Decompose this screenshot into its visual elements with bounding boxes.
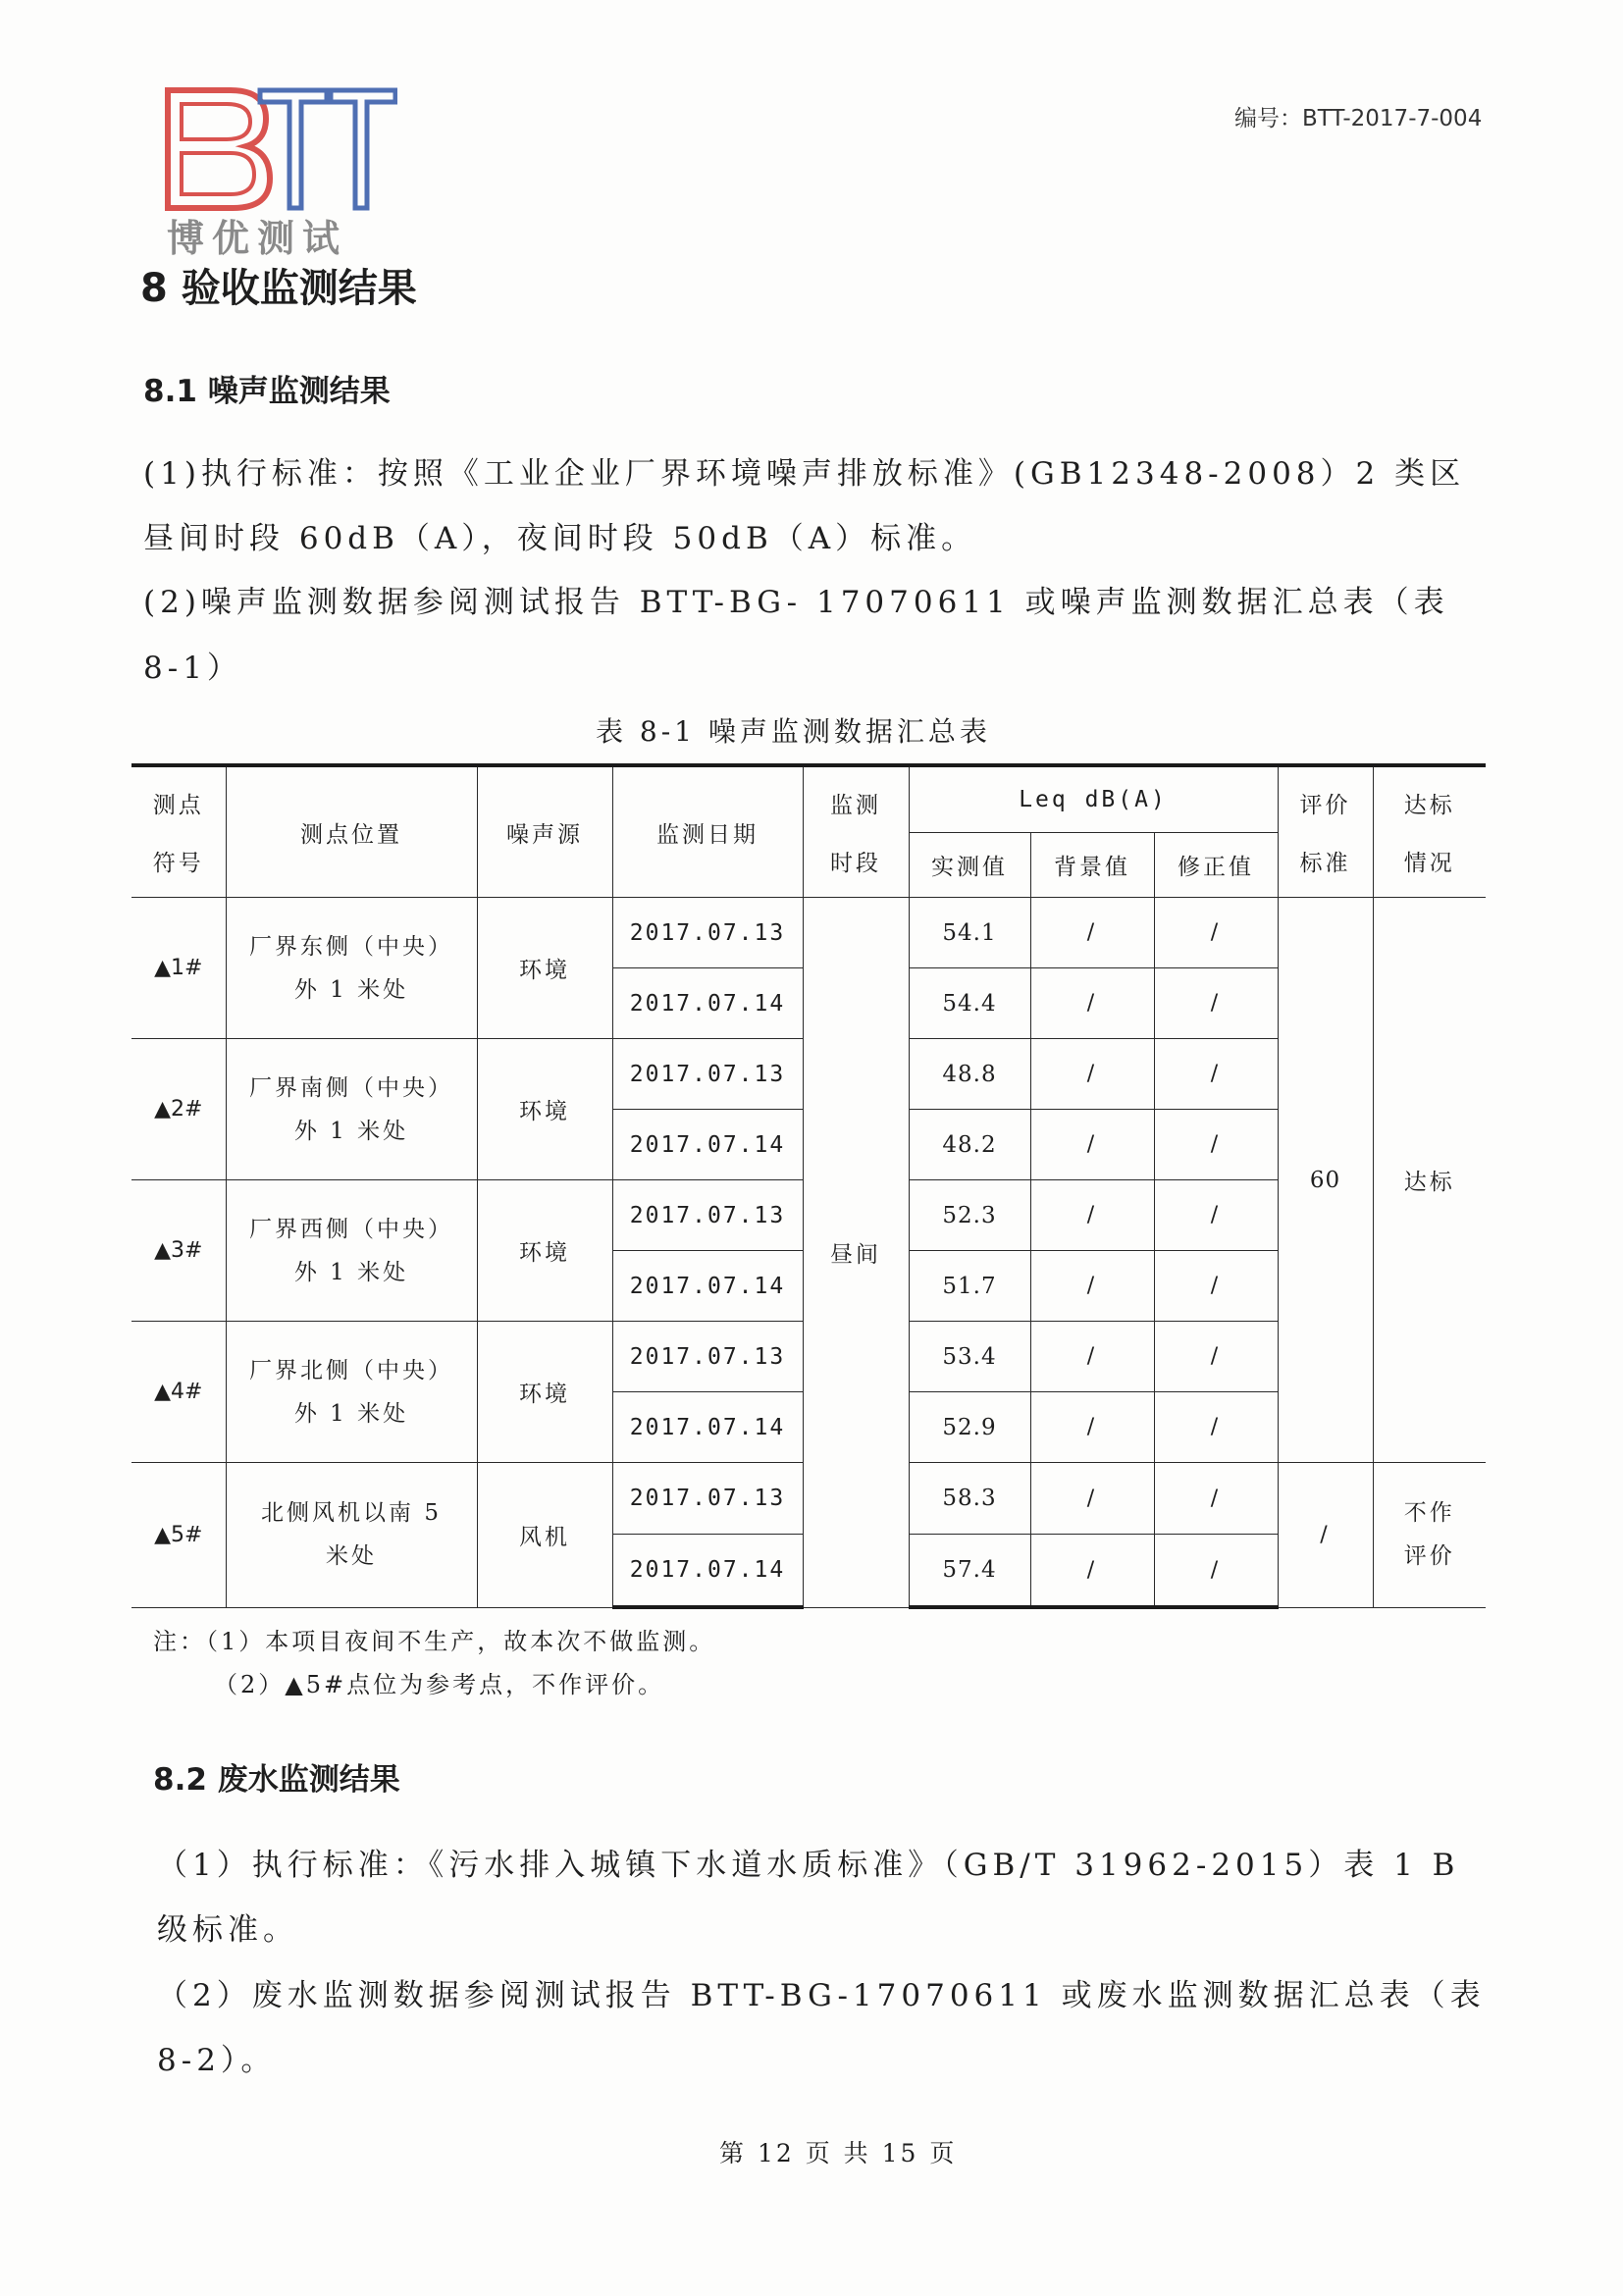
background-value: /: [1030, 968, 1154, 1039]
wastewater-standard-line2: 级标准。: [157, 1912, 298, 1948]
corrected-value: /: [1154, 898, 1278, 968]
wastewater-report-line2: 8-2）。: [157, 2043, 277, 2078]
monitor-date: 2017.07.14: [612, 1251, 803, 1322]
measured-value: 54.4: [909, 968, 1030, 1039]
point-symbol: ▲3#: [131, 1180, 226, 1322]
monitor-date: 2017.07.14: [612, 1392, 803, 1463]
point-location: 厂界北侧（中央） 外 1 米处: [226, 1322, 477, 1463]
measured-value: 52.3: [909, 1180, 1030, 1251]
section-title: 8 验收监测结果: [140, 266, 417, 311]
logo-subtitle: 博优测试: [167, 216, 348, 260]
monitor-date: 2017.07.14: [612, 968, 803, 1039]
table-note-2: （2）▲5#点位为参考点，不作评价。: [214, 1671, 665, 1698]
table-caption: 表 8-1 噪声监测数据汇总表: [596, 715, 991, 748]
noise-standard-line2: 昼间时段 60dB（A），夜间时段 50dB（A）标准。: [143, 521, 977, 556]
standard-value: 60: [1278, 898, 1373, 1463]
background-value: /: [1030, 1392, 1154, 1463]
btt-logo-icon: [162, 86, 397, 214]
measured-value: 48.2: [909, 1110, 1030, 1180]
noise-data-table: [131, 763, 1486, 1609]
measured-value: 54.1: [909, 898, 1030, 968]
wastewater-report-line1: （2）废水监测数据参阅测试报告 BTT-BG-17070611 或废水监测数据汇总表（表: [157, 1978, 1486, 2013]
standard-value-reference: /: [1278, 1463, 1373, 1608]
point-symbol: ▲4#: [131, 1322, 226, 1463]
monitor-date: 2017.07.13: [612, 1039, 803, 1110]
header-monitor-date: 监测日期: [612, 765, 803, 898]
corrected-value: /: [1154, 1251, 1278, 1322]
corrected-value: /: [1154, 1180, 1278, 1251]
measured-value: 53.4: [909, 1322, 1030, 1392]
background-value: /: [1030, 1251, 1154, 1322]
noise-report-line1: (2)噪声监测数据参阅测试报告 BTT-BG- 17070611 或噪声监测数据汇总表（表: [143, 585, 1449, 620]
monitor-date: 2017.07.13: [612, 1180, 803, 1251]
period-cell: 昼间: [803, 898, 909, 1608]
corrected-value: /: [1154, 1392, 1278, 1463]
background-value: /: [1030, 1463, 1154, 1535]
header-point-symbol: 测点 符号: [131, 765, 226, 898]
point-location: 厂界东侧（中央） 外 1 米处: [226, 898, 477, 1039]
wastewater-section-title: 8.2 废水监测结果: [153, 1762, 400, 1798]
noise-source: 环境: [477, 1322, 612, 1463]
header-leq: Leq dB(A): [909, 765, 1278, 833]
compliance-status: 达标: [1373, 898, 1486, 1463]
noise-section-title: 8.1 噪声监测结果: [143, 374, 391, 409]
measured-value: 48.8: [909, 1039, 1030, 1110]
compliance-status-reference: 不作 评价: [1373, 1463, 1486, 1608]
point-location: 厂界西侧（中央） 外 1 米处: [226, 1180, 477, 1322]
header-noise-source: 噪声源: [477, 765, 612, 898]
page-number: 第 12 页 共 15 页: [719, 2139, 958, 2167]
background-value: /: [1030, 898, 1154, 968]
table-note-1: 注：（1）本项目夜间不生产，故本次不做监测。: [153, 1628, 716, 1655]
noise-source: 风机: [477, 1463, 612, 1608]
point-symbol: ▲2#: [131, 1039, 226, 1180]
corrected-value: /: [1154, 968, 1278, 1039]
header-measured: 实测值: [909, 833, 1030, 898]
noise-source: 环境: [477, 898, 612, 1039]
document-number: 编号：BTT-2017-7-004: [1234, 106, 1483, 131]
corrected-value: /: [1154, 1322, 1278, 1392]
corrected-value: /: [1154, 1463, 1278, 1535]
measured-value: 58.3: [909, 1463, 1030, 1535]
corrected-value: /: [1154, 1039, 1278, 1110]
corrected-value: /: [1154, 1535, 1278, 1608]
background-value: /: [1030, 1110, 1154, 1180]
measured-value: 52.9: [909, 1392, 1030, 1463]
point-symbol: ▲5#: [131, 1463, 226, 1608]
header-background: 背景值: [1030, 833, 1154, 898]
point-symbol: ▲1#: [131, 898, 226, 1039]
monitor-date: 2017.07.14: [612, 1535, 803, 1608]
header-compliance: 达标 情况: [1373, 765, 1486, 898]
corrected-value: /: [1154, 1110, 1278, 1180]
monitor-date: 2017.07.13: [612, 898, 803, 968]
noise-standard-line1: (1)执行标准：按照《工业企业厂界环境噪声排放标准》(GB12348-2008）2 类区: [143, 456, 1466, 492]
background-value: /: [1030, 1180, 1154, 1251]
point-location: 北侧风机以南 5 米处: [226, 1463, 477, 1608]
header-standard: 评价 标准: [1278, 765, 1373, 898]
background-value: /: [1030, 1322, 1154, 1392]
header-period: 监测 时段: [803, 765, 909, 898]
noise-source: 环境: [477, 1039, 612, 1180]
wastewater-standard-line1: （1）执行标准：《污水排入城镇下水道水质标准》（GB/T 31962-2015）表 1 B: [157, 1848, 1460, 1883]
header-location: 测点位置: [226, 765, 477, 898]
table-row: [131, 898, 1486, 968]
noise-source: 环境: [477, 1180, 612, 1322]
monitor-date: 2017.07.13: [612, 1463, 803, 1535]
measured-value: 57.4: [909, 1535, 1030, 1608]
monitor-date: 2017.07.14: [612, 1110, 803, 1180]
noise-report-line2: 8-1）: [143, 651, 242, 686]
point-location: 厂界南侧（中央） 外 1 米处: [226, 1039, 477, 1180]
background-value: /: [1030, 1535, 1154, 1608]
background-value: /: [1030, 1039, 1154, 1110]
monitor-date: 2017.07.13: [612, 1322, 803, 1392]
header-corrected: 修正值: [1154, 833, 1278, 898]
measured-value: 51.7: [909, 1251, 1030, 1322]
